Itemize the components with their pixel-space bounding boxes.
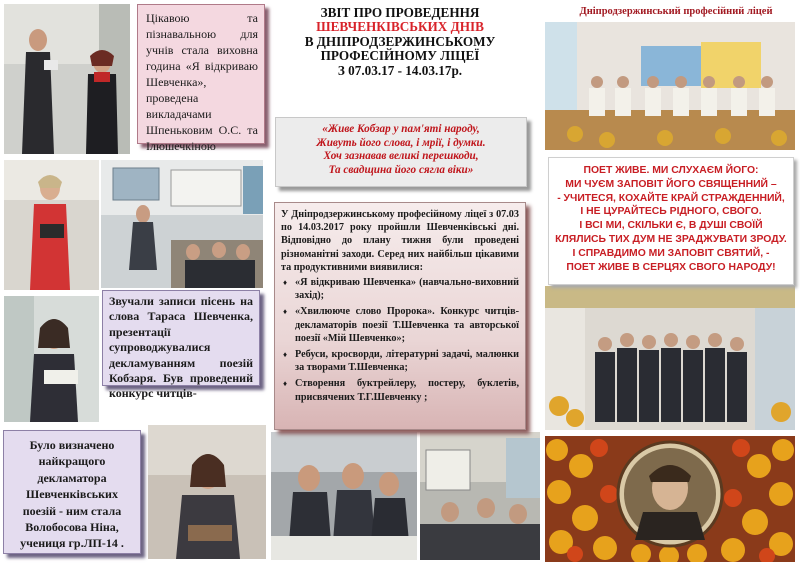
title-line: ШЕВЧЕНКІВСЬКИХ ДНІВ bbox=[316, 19, 484, 35]
poem-line: - УЧИТЕСЯ, КОХАЙТЕ КРАЙ СТРАЖДЕННИЙ, bbox=[557, 192, 785, 204]
list-item: ♦ Ребуси, кросворди, літературні задачі, малюнки за творами Т.Шевченка; bbox=[281, 348, 519, 374]
quote-line: Та свадщина його сягла віки» bbox=[328, 163, 474, 176]
photo-stage-performance bbox=[545, 22, 795, 150]
quote-line: Хоч зазнавав великі перешкоди, bbox=[323, 150, 479, 163]
poem-box bbox=[548, 157, 794, 285]
caption-winner: Було визначено найкращого декламатора Шевченківських поезій - ним стала Волобосова Ніна, учениця гр.ЛП-14 . bbox=[3, 430, 141, 554]
photo-student-reciting bbox=[4, 296, 99, 422]
poem-line: МИ ЧУЄМ ЗАПОВІТ ЙОГО СВЯЩЕННИЙ – bbox=[565, 178, 777, 190]
poem-line: І НЕ ЦУРАЙТЕСЬ РІДНОГО, СВОГО. bbox=[580, 206, 762, 218]
photo-classroom-presentation bbox=[420, 432, 540, 560]
report-list bbox=[281, 276, 519, 404]
poem-line: І ВСІ МИ, СКІЛЬКИ Є, В ДУШІ СВОЇЙ bbox=[579, 220, 763, 232]
title-line: ЗВІТ ПРО ПРОВЕДЕННЯ bbox=[320, 5, 480, 20]
quote-line: «Живе Кобзар у пам'яті народу, bbox=[322, 123, 480, 135]
list-item: ♦ «Я відкриваю Шевченка» (навчально-виховний захід); bbox=[281, 276, 519, 302]
caption-songs: Звучали записи пісень на слова Тараса Шевченка, презентації супроводжувалися декламуванням поезій Кобзаря. Був проведений конкурс читців- bbox=[102, 290, 260, 386]
report-box bbox=[274, 202, 526, 430]
caption-event-intro: Цікавою та пізнавальною для учнів стала виховна година «Я відкриваю Шевченка», проведена викладачами Шпеньковим О.С. та Ілюшечкіною bbox=[137, 4, 265, 144]
photo-group-students bbox=[545, 286, 795, 430]
photo-presenters-stage bbox=[4, 4, 130, 154]
list-item: ♦ «Хвилююче слово Пророка». Конкурс читців-декламаторів поезії Т.Шевченка та авторської поезії «Мій Шевченко»; bbox=[281, 305, 519, 345]
title-line: ПРОФЕСІЙНОМУ ЛІЦЕЇ bbox=[320, 48, 480, 64]
quote-line: Живуть його слова, і мрії, і думки. bbox=[316, 136, 486, 149]
quote-box bbox=[275, 117, 527, 187]
photo-students-at-desk bbox=[271, 432, 417, 560]
photo-student-reading-book bbox=[148, 425, 266, 559]
photo-classroom-lecture bbox=[101, 160, 263, 288]
report-intro: У Дніпродзержинському професійному ліцеї з 07.03 по 14.03.2017 року пройшли Шевченківські дні. Відповідно до плану тижня були проведені різноманітні заходи. Серед них найбільш цікавими та продуктивними виявилися: bbox=[281, 209, 519, 273]
title-line: В ДНІПРОДЗЕРЖИНСЬКОМУ bbox=[304, 33, 496, 49]
poem-line: І СПРАВДИМО МИ ЗАПОВІТ СВЯТИЙ, - bbox=[572, 247, 770, 259]
page-title bbox=[270, 6, 530, 78]
institution-name: Дніпродзержинський професійний ліцей bbox=[579, 6, 773, 17]
poem-line: КЛЯЛИСЬ ТИХ ДУМ НЕ ЗРАДЖУВАТИ ЗРОДУ. bbox=[555, 233, 787, 245]
title-dates: З 07.03.17 - 14.03.17р. bbox=[337, 62, 463, 78]
poem-line: ПОЕТ ЖИВЕ В СЕРЦЯХ СВОГО НАРОДУ! bbox=[566, 261, 776, 273]
poem-line: ПОЕТ ЖИВЕ. МИ СЛУХАЄМ ЙОГО: bbox=[583, 165, 759, 176]
photo-teacher-reading bbox=[4, 160, 99, 290]
list-item: ♦ Створення буктрейлеру, постеру, буклетів, присвячених Т.Г.Шевченку ; bbox=[281, 377, 519, 403]
photo-shevchenko-portrait bbox=[545, 436, 795, 562]
